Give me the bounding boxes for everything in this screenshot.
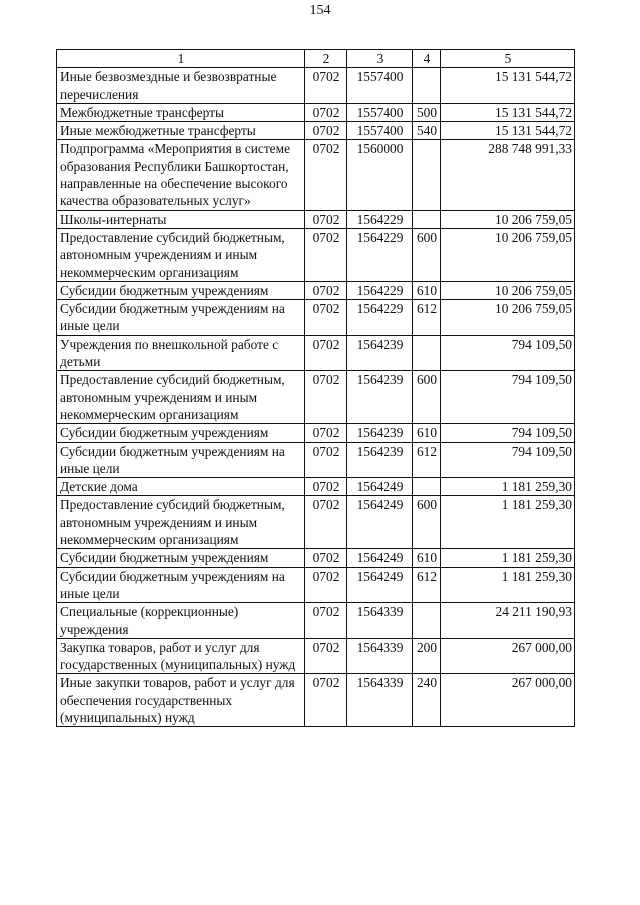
table-row [57, 300, 575, 336]
item-name-cell: Предоставление субсидий бюджетным, автономным учреждениям и иным некоммерческим организациям [57, 496, 305, 549]
amount-cell: 1 181 259,30 [441, 496, 575, 549]
amount-cell: 10 206 759,05 [441, 228, 575, 281]
table-row [57, 122, 575, 140]
table-row [57, 603, 575, 639]
target-code-cell: 1564249 [347, 567, 413, 603]
target-code-cell: 1557400 [347, 103, 413, 121]
expense-type-cell: 612 [413, 300, 441, 336]
item-name-cell: Межбюджетные трансферты [57, 103, 305, 121]
item-name-cell: Предоставление субсидий бюджетным, автономным учреждениям и иным некоммерческим организациям [57, 371, 305, 424]
expense-type-cell: 610 [413, 549, 441, 567]
item-name-cell: Школы-интернаты [57, 210, 305, 228]
item-name-cell: Специальные (коррекционные) учреждения [57, 603, 305, 639]
section-code-cell: 0702 [305, 674, 347, 727]
amount-cell: 1 181 259,30 [441, 478, 575, 496]
item-name-cell: Субсидии бюджетным учреждениям на иные цели [57, 442, 305, 478]
table-row [57, 442, 575, 478]
section-code-cell: 0702 [305, 603, 347, 639]
section-code-cell: 0702 [305, 228, 347, 281]
header-cell: 1 [57, 50, 305, 68]
section-code-cell: 0702 [305, 122, 347, 140]
section-code-cell: 0702 [305, 638, 347, 674]
table-body [57, 68, 575, 727]
amount-cell: 1 181 259,30 [441, 549, 575, 567]
table-header-row [57, 50, 575, 68]
table-row [57, 228, 575, 281]
section-code-cell: 0702 [305, 300, 347, 336]
section-code-cell: 0702 [305, 478, 347, 496]
table-row [57, 335, 575, 371]
table-row [57, 281, 575, 299]
amount-cell: 15 131 544,72 [441, 122, 575, 140]
target-code-cell: 1564239 [347, 371, 413, 424]
item-name-cell: Учреждения по внешкольной работе с детьми [57, 335, 305, 371]
section-code-cell: 0702 [305, 442, 347, 478]
budget-table [56, 49, 575, 727]
section-code-cell: 0702 [305, 496, 347, 549]
header-cell: 2 [305, 50, 347, 68]
target-code-cell: 1564249 [347, 549, 413, 567]
item-name-cell: Детские дома [57, 478, 305, 496]
expense-type-cell: 540 [413, 122, 441, 140]
expense-type-cell: 610 [413, 424, 441, 442]
section-code-cell: 0702 [305, 68, 347, 104]
amount-cell: 15 131 544,72 [441, 103, 575, 121]
expense-type-cell: 600 [413, 228, 441, 281]
item-name-cell: Предоставление субсидий бюджетным, автономным учреждениям и иным некоммерческим организациям [57, 228, 305, 281]
target-code-cell: 1564229 [347, 228, 413, 281]
amount-cell: 1 181 259,30 [441, 567, 575, 603]
target-code-cell: 1564229 [347, 281, 413, 299]
amount-cell: 267 000,00 [441, 674, 575, 727]
amount-cell: 288 748 991,33 [441, 140, 575, 210]
expense-type-cell [413, 210, 441, 228]
expense-type-cell: 610 [413, 281, 441, 299]
section-code-cell: 0702 [305, 424, 347, 442]
header-cell: 3 [347, 50, 413, 68]
amount-cell: 794 109,50 [441, 442, 575, 478]
section-code-cell: 0702 [305, 371, 347, 424]
item-name-cell: Иные межбюджетные трансферты [57, 122, 305, 140]
target-code-cell: 1564229 [347, 210, 413, 228]
target-code-cell: 1564339 [347, 674, 413, 727]
table-row [57, 674, 575, 727]
table-row [57, 140, 575, 210]
item-name-cell: Иные закупки товаров, работ и услуг для обеспечения государственных (муниципальных) нужд [57, 674, 305, 727]
item-name-cell: Подпрограмма «Мероприятия в системе образования Республики Башкортостан, направленные на обеспечение высокого качества образовательных услуг» [57, 140, 305, 210]
header-cell: 4 [413, 50, 441, 68]
target-code-cell: 1557400 [347, 68, 413, 104]
target-code-cell: 1564249 [347, 496, 413, 549]
amount-cell: 10 206 759,05 [441, 300, 575, 336]
section-code-cell: 0702 [305, 103, 347, 121]
section-code-cell: 0702 [305, 210, 347, 228]
target-code-cell: 1564229 [347, 300, 413, 336]
table-row [57, 210, 575, 228]
expense-type-cell: 612 [413, 567, 441, 603]
target-code-cell: 1564339 [347, 603, 413, 639]
expense-type-cell: 500 [413, 103, 441, 121]
amount-cell: 10 206 759,05 [441, 210, 575, 228]
section-code-cell: 0702 [305, 335, 347, 371]
table-row [57, 424, 575, 442]
section-code-cell: 0702 [305, 549, 347, 567]
header-cell: 5 [441, 50, 575, 68]
amount-cell: 267 000,00 [441, 638, 575, 674]
item-name-cell: Субсидии бюджетным учреждениям [57, 281, 305, 299]
amount-cell: 794 109,50 [441, 424, 575, 442]
section-code-cell: 0702 [305, 281, 347, 299]
expense-type-cell [413, 68, 441, 104]
table-row [57, 103, 575, 121]
item-name-cell: Субсидии бюджетным учреждениям на иные цели [57, 300, 305, 336]
item-name-cell: Субсидии бюджетным учреждениям [57, 549, 305, 567]
table-row [57, 638, 575, 674]
target-code-cell: 1564239 [347, 424, 413, 442]
expense-type-cell: 200 [413, 638, 441, 674]
table-row [57, 68, 575, 104]
amount-cell: 10 206 759,05 [441, 281, 575, 299]
section-code-cell: 0702 [305, 140, 347, 210]
target-code-cell: 1564239 [347, 442, 413, 478]
table-row [57, 371, 575, 424]
target-code-cell: 1564239 [347, 335, 413, 371]
target-code-cell: 1564339 [347, 638, 413, 674]
target-code-cell: 1560000 [347, 140, 413, 210]
expense-type-cell: 600 [413, 496, 441, 549]
table-row [57, 549, 575, 567]
item-name-cell: Иные безвозмездные и безвозвратные перечисления [57, 68, 305, 104]
expense-type-cell: 612 [413, 442, 441, 478]
item-name-cell: Субсидии бюджетным учреждениям на иные цели [57, 567, 305, 603]
page-number: 154 [309, 3, 331, 18]
amount-cell: 794 109,50 [441, 335, 575, 371]
amount-cell: 15 131 544,72 [441, 68, 575, 104]
table-row [57, 567, 575, 603]
expense-type-cell [413, 478, 441, 496]
amount-cell: 794 109,50 [441, 371, 575, 424]
table-row [57, 478, 575, 496]
item-name-cell: Субсидии бюджетным учреждениям [57, 424, 305, 442]
expense-type-cell [413, 335, 441, 371]
expense-type-cell [413, 603, 441, 639]
item-name-cell: Закупка товаров, работ и услуг для государственных (муниципальных) нужд [57, 638, 305, 674]
target-code-cell: 1557400 [347, 122, 413, 140]
table-row [57, 496, 575, 549]
expense-type-cell: 600 [413, 371, 441, 424]
expense-type-cell: 240 [413, 674, 441, 727]
expense-type-cell [413, 140, 441, 210]
amount-cell: 24 211 190,93 [441, 603, 575, 639]
section-code-cell: 0702 [305, 567, 347, 603]
target-code-cell: 1564249 [347, 478, 413, 496]
